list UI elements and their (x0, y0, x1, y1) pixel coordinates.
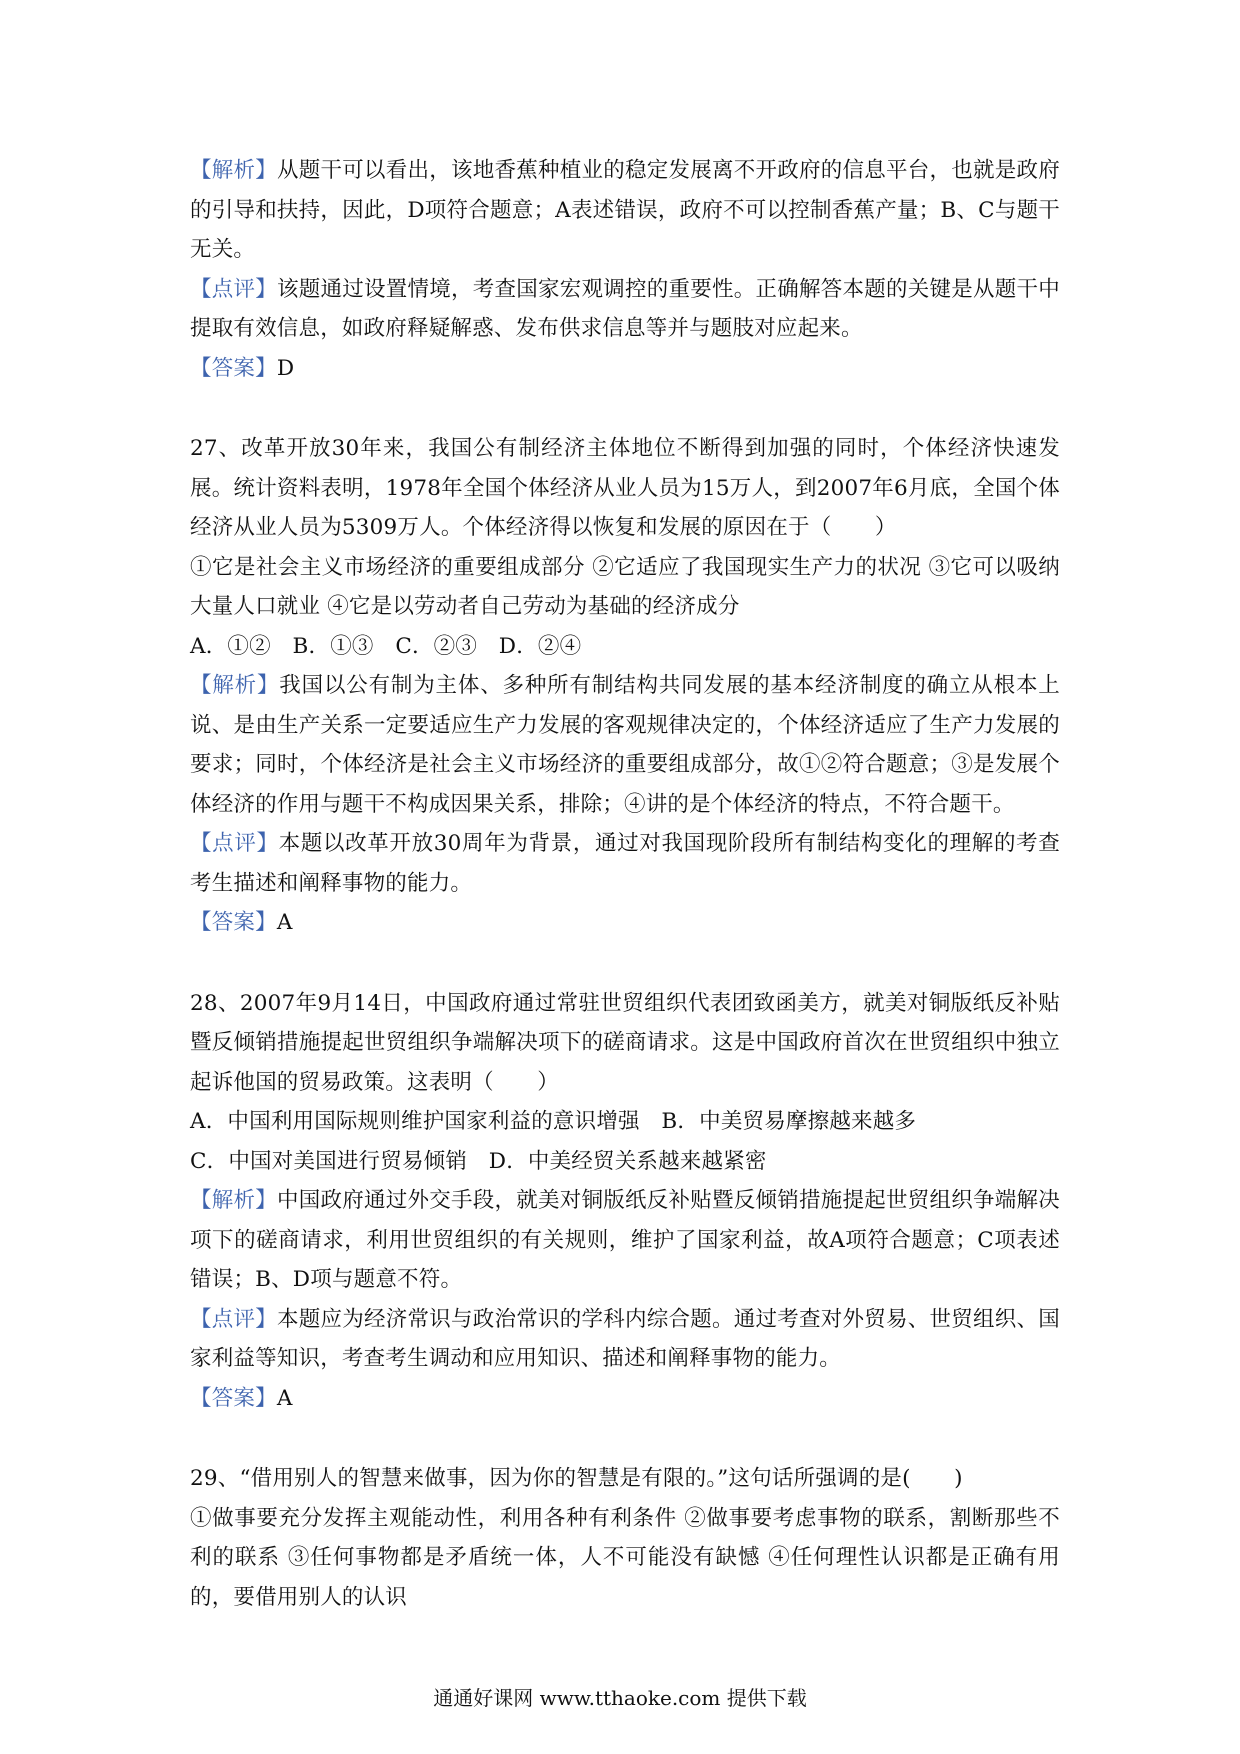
section-gap (190, 943, 1060, 984)
annotated-paragraph (190, 1379, 1060, 1419)
paragraph-text: A．中国利用国际规则维护国家利益的意识增强 B．中美贸易摩擦越来越多 (190, 1109, 917, 1134)
question-paragraph (190, 1102, 1060, 1142)
annotated-paragraph (190, 270, 1060, 349)
document-body (190, 151, 1060, 1617)
section-tag: 【答案】 (190, 1385, 277, 1411)
section-tag: 【解析】 (190, 673, 280, 698)
question-paragraph (190, 1459, 1060, 1499)
section-tag: 【答案】 (190, 910, 277, 935)
question-paragraph (190, 984, 1060, 1103)
paragraph-text: A (276, 910, 293, 935)
paragraph-text: 28、2007年9月14日，中国政府通过常驻世贸组织代表团致函美方，就美对铜版纸反补贴暨反倾销措施提起世贸组织争端解决项下的磋商请求。这是中国政府首次在世贸组织中独立起诉他国的贸易政策。这表明（ ） (190, 990, 1060, 1095)
section-gap (190, 388, 1060, 429)
question-paragraph (190, 429, 1060, 548)
paragraph-text: ①做事要充分发挥主观能动性，利用各种有利条件 ②做事要考虑事物的联系，割断那些不利的联系 ③任何事物都是矛盾统一体，人不可能没有缺憾 ④任何理性认识都是正确有用的，要借用别人的认识 (190, 1505, 1060, 1610)
annotated-paragraph (190, 903, 1060, 943)
paragraph-text: 我国以公有制为主体、多种所有制结构共同发展的基本经济制度的确立从根本上说、是由生产关系一定要适应生产力发展的客观规律决定的，个体经济适应了生产力发展的要求；同时，个体经济是社会主义市场经济的重要组成部分，故①②符合题意；③是发展个体经济的作用与题干不构成因果关系，排除；④讲的是个体经济的特点，不符合题干。 (190, 673, 1060, 817)
paragraph-text: 29、“借用别人的智慧来做事，因为你的智慧是有限的。”这句话所强调的是( ) (190, 1466, 963, 1491)
page-footer: 通通好课网 www.tthaoke.com 提供下载 (433, 1686, 807, 1710)
question-paragraph (190, 1142, 1060, 1182)
section-tag: 【点评】 (190, 276, 278, 302)
section-tag: 【解析】 (190, 158, 278, 183)
paragraph-text: A．①② B．①③ C．②③ D．②④ (190, 633, 582, 659)
section-tag: 【点评】 (190, 1306, 278, 1332)
paragraph-text: A (276, 1385, 293, 1411)
paragraph-text: 27、改革开放30年来，我国公有制经济主体地位不断得到加强的同时，个体经济快速发展。统计资料表明，1978年全国个体经济从业人员为15万人，到2007年6月底，全国个体经济从业人员为5309万人。个体经济得以恢复和发展的原因在于（ ） (190, 436, 1060, 540)
paragraph-text: 该题通过设置情境，考查国家宏观调控的重要性。正确解答本题的关键是从题干中提取有效信息，如政府释疑解惑、发布供求信息等并与题肢对应起来。 (190, 276, 1060, 341)
section-gap (190, 1418, 1060, 1459)
paragraph-text: D (276, 355, 295, 381)
paragraph-text: 本题应为经济常识与政治常识的学科内综合题。通过考查对外贸易、世贸组织、国家利益等知识，考查考生调动和应用知识、描述和阐释事物的能力。 (190, 1306, 1060, 1371)
question-paragraph (190, 548, 1060, 627)
paragraph-text: ①它是社会主义市场经济的重要组成部分 ②它适应了我国现实生产力的状况 ③它可以吸纳大量人口就业 ④它是以劳动者自己劳动为基础的经济成分 (190, 554, 1060, 619)
annotated-paragraph (190, 1300, 1060, 1379)
annotated-paragraph (190, 824, 1060, 903)
question-paragraph (190, 1499, 1060, 1618)
paragraph-text: 从题干可以看出，该地香蕉种植业的稳定发展离不开政府的信息平台，也就是政府的引导和扶持，因此，D项符合题意；A表述错误，政府不可以控制香蕉产量；B、C与题干无关。 (190, 158, 1060, 262)
annotated-paragraph (190, 349, 1060, 389)
annotated-paragraph (190, 666, 1060, 824)
question-paragraph (190, 627, 1060, 667)
paragraph-text: C．中国对美国进行贸易倾销 D．中美经贸关系越来越紧密 (190, 1148, 767, 1174)
annotated-paragraph (190, 1181, 1060, 1300)
section-tag: 【答案】 (190, 355, 277, 381)
section-tag: 【点评】 (190, 831, 279, 856)
annotated-paragraph (190, 151, 1060, 270)
paragraph-text: 中国政府通过外交手段，就美对铜版纸反补贴暨反倾销措施提起世贸组织争端解决项下的磋商请求，利用世贸组织的有关规则，维护了国家利益，故A项符合题意；C项表述错误；B、D项与题意不符。 (190, 1188, 1060, 1292)
paragraph-text: 本题以改革开放30周年为背景，通过对我国现阶段所有制结构变化的理解的考查考生描述和阐释事物的能力。 (190, 831, 1060, 896)
section-tag: 【解析】 (190, 1188, 278, 1213)
